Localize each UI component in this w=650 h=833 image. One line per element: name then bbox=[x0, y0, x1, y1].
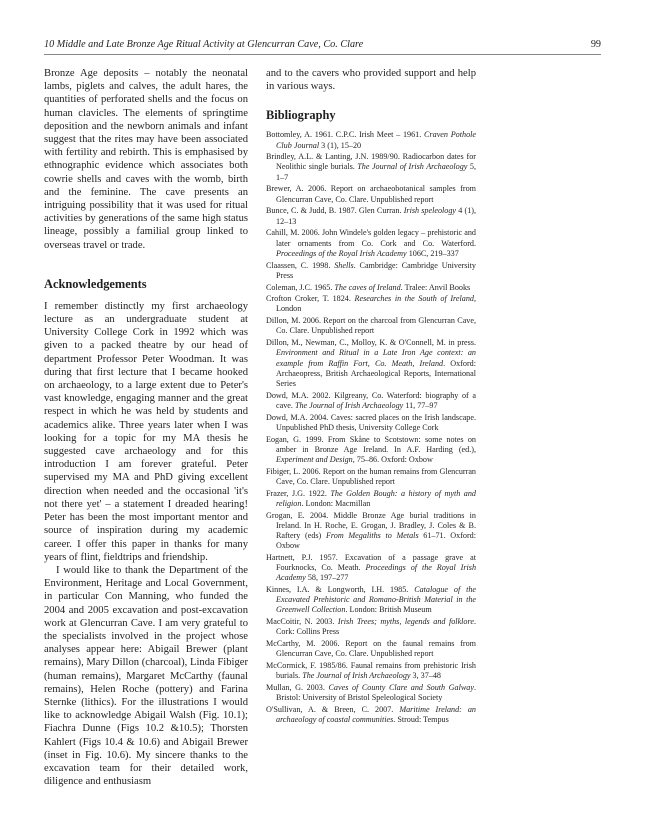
entry-title: Craven Pothole Club Journal bbox=[276, 130, 476, 150]
bibliography-entry bbox=[266, 617, 476, 637]
entry-text: Dillon, M. 2006. Report on the charcoal from Glencurran Cave, Co. Clare. Unpublished report bbox=[266, 316, 476, 336]
entry-text: . London: Macmillan bbox=[301, 498, 371, 508]
entry-text: 5, 1–7 bbox=[276, 162, 477, 182]
body-paragraph: and to the cavers who provided support and help in various ways. bbox=[266, 68, 476, 93]
bibliography-entry bbox=[266, 206, 476, 226]
bibliography-entry bbox=[266, 391, 476, 411]
bibliography-entry bbox=[266, 511, 476, 551]
entry-text: , London bbox=[276, 294, 476, 314]
entry-text: O'Sullivan, A. & Breen, C. 2007. bbox=[266, 704, 400, 714]
bibliography-entry bbox=[266, 152, 476, 182]
body-paragraph: I remember distinctly my first archaeology lecture as an undergraduate student at University College Cork in 1992 which was given to a packed theatre by our head of department Professor Peter Woodman. It was during that first lecture that I became hooked on archaeology, to a large extent due to Peter's vast knowledge, engaging manner and the great respect in which he was held by students and academics alike. Three years later when I was looking for a topic for my MA thesis he suggested cave archaeology and for this introduction I am forever grateful. Peter supervised my MA and PhD giving excellent direction when needed and the occasional 'it's not there yet' – a statement I dreaded hearing! Peter has been the most important mentor and source of inspiration during my academic career. I offer this paper in thanks for many years of flint, fieldtrips and friendship. bbox=[44, 300, 248, 563]
entry-text: Dillon, M., Newman, C., Molloy, K. & O'Connell, M. in press. bbox=[266, 338, 476, 348]
bibliography-entry bbox=[266, 283, 476, 293]
entry-text: McCormick, F. 1985/86. Faunal remains from prehistoric Irish burials. bbox=[266, 660, 476, 681]
body-paragraph: I would like to thank the Department of the Environment, Heritage and Local Government, in particular Con Manning, who funded the 2004 and 2005 excavation and post-excavation work at Glencurran Cave. I am very grateful to the specialists involved in the project whose analyses appear here: Abigail Brewer (plant remains), Mary Dillon (charcoal), Linda Fibiger (human remains), Margaret McCarthy (faunal remains), Helen Roche (pottery) and Farina Sternke (lithics). For the illustrations I would like to acknowledge Abigail Walsh (Fig. 10.1); Fiachra Dunne (Figs 10.2 &10.5); Thorsten Kahlert (Figs 10.4 & 10.6) and Abigail Brewer (inset in Fig. 10.6). My sincere thanks to the excavation team for their detailed work, diligence and enthusiasm bbox=[44, 564, 248, 788]
entry-title: The Golden Bough: a history of myth and religion bbox=[276, 488, 476, 508]
entry-text: Dowd, M.A. 2004. Caves: sacred places on the Irish landscape. Unpublished PhD thesis, University College Cork bbox=[266, 412, 476, 432]
entry-text: Brewer, A. 2006. Report on archaeobotanical samples from Glencurran Cave, Co. Clare. Unpublished report bbox=[266, 184, 476, 204]
entry-text: 3 (1), 15–20 bbox=[319, 140, 362, 150]
entry-title: Irish Trees; myths, legends and folklore bbox=[337, 616, 474, 626]
bibliography-entry bbox=[266, 489, 476, 509]
bibliography-entry bbox=[266, 261, 476, 281]
entry-title: Experiment and Design bbox=[276, 454, 353, 464]
entry-title: From Megaliths to Metals bbox=[325, 530, 419, 540]
bibliography-entry bbox=[266, 228, 476, 258]
entry-text: 58, 197–277 bbox=[305, 573, 349, 582]
entry-title: Caves of County Clare and South Galway bbox=[328, 682, 474, 692]
entry-title: Maritime Ireland: an archaeology of coastal communities bbox=[276, 704, 476, 724]
bibliography-entry bbox=[266, 683, 476, 703]
entry-text: Fibiger, L. 2006. Report on the human remains from Glencurran Cave, Co. Clare. Unpublished report bbox=[266, 466, 476, 486]
entry-text: 61–71. Oxford: Oxbow bbox=[276, 530, 476, 550]
entry-text: Cahill, M. 2006. John Windele's golden legacy – prehistoric and later ornaments from Co. Cork and Co. Waterford. bbox=[266, 228, 476, 248]
entry-title: The Journal of Irish Archaeology bbox=[294, 400, 404, 410]
bibliography-entry bbox=[266, 553, 476, 583]
entry-text: 3, 37–48 bbox=[410, 671, 441, 681]
bibliography-entry bbox=[266, 585, 476, 615]
bibliography-heading: Bibliography bbox=[266, 108, 336, 123]
bibliography-entry bbox=[266, 413, 476, 433]
bibliography-entry bbox=[266, 184, 476, 204]
entry-title: Environment and Ritual in a Late Iron Age context: an example from Raffin Fort, Co. Meath, Ireland bbox=[276, 348, 476, 368]
entry-text: 11, 77–97 bbox=[403, 400, 438, 410]
entry-title: Proceedings of the Royal Irish Academy bbox=[276, 248, 407, 258]
bibliography-entry bbox=[266, 661, 476, 681]
entry-text: Grogan, E. 2004. Middle Bronze Age burial traditions in Ireland. In H. Roche, E. Grogan, J. Bradley, J. Coles & B. Raftery (eds) bbox=[266, 510, 476, 540]
bibliography-entry bbox=[266, 639, 476, 659]
entry-text: , 75–86. Oxford: Oxbow bbox=[352, 454, 433, 464]
left-column bbox=[44, 67, 248, 788]
entry-title: Proceedings of the Royal Irish Academy bbox=[276, 562, 477, 582]
entry-text: Bottomley, A. 1961. C.P.C. Irish Meet – 1961. bbox=[266, 130, 425, 140]
right-column bbox=[266, 67, 476, 727]
entry-text: . Oxford: Archaeopress, British Archaeological Reports, International Series bbox=[276, 358, 476, 388]
entry-text: Kinnes, I.A. & Longworth, I.H. 1985. bbox=[266, 584, 415, 594]
entry-text: Claassen, C. 1998. bbox=[266, 260, 335, 270]
entry-title: Shells bbox=[334, 260, 354, 270]
entry-title: The Journal of Irish Archaeology bbox=[357, 162, 468, 172]
entry-title: Researches in the South of Ireland bbox=[354, 294, 474, 304]
entry-text: McCarthy, M. 2006. Report on the faunal remains from Glencurran Cave, Co. Clare. Unpublished report bbox=[266, 638, 476, 659]
entry-text: Bunce, C. & Judd, B. 1987. Glen Curran. bbox=[266, 206, 404, 216]
bibliography-entry bbox=[266, 435, 476, 465]
entry-title: Irish speleology bbox=[403, 206, 457, 216]
entry-title: The Journal of Irish Archaeology bbox=[302, 671, 411, 681]
entry-text: . London: British Museum bbox=[345, 605, 432, 615]
entry-text: . Bristol: University of Bristol Speleological Society bbox=[276, 682, 476, 703]
body-paragraph: Bronze Age deposits – notably the neonatal lambs, piglets and calves, the adult hares, the quantities of perforated shells and the focus on human clavicles. The elements of springtime deposition and the newborn animals and infant suggest that the rites may have been associated with fertility and rebirth. This is emphasised by ethnographic evidence which associates both cowrie shells and caves with the womb, birth and the feminine. The cave presents an intriguing possibility that it was used for ritual activities by generations of the same high status lineage, possibly a familial group linked to overseas travel or trade. bbox=[44, 68, 248, 251]
entry-text: Mullan, G. 2003. bbox=[266, 682, 329, 692]
entry-text: Crofton Croker, T. 1824. bbox=[266, 294, 355, 304]
running-header bbox=[44, 38, 601, 55]
bibliography-list bbox=[266, 130, 476, 725]
entry-text: Hartnett, P.J. 1957. Excavation of a passage grave at Fourknocks, Co. Meath. bbox=[266, 552, 476, 572]
entry-title: Catalogue of the Excavated Prehistoric and Romano-British Material in the Greenwell Collection bbox=[276, 584, 476, 615]
page-number: 99 bbox=[590, 39, 601, 50]
bibliography-entry bbox=[266, 467, 476, 487]
entry-title: The caves of Ireland bbox=[334, 282, 401, 292]
bibliography-entry bbox=[266, 316, 476, 336]
entry-text: Eogan, G. 1999. From Skåne to Scotstown: some notes on amber in Bronze Age Ireland. In A.F. Harding (ed.), bbox=[266, 434, 476, 454]
entry-text: 4 (1), 12–13 bbox=[276, 206, 476, 226]
entry-text: . Stroud: Tempus bbox=[393, 715, 449, 724]
entry-text: . Cork: Collins Press bbox=[276, 616, 476, 637]
entry-text: Coleman, J.C. 1965. bbox=[266, 282, 335, 292]
entry-text: 106C, 219–337 bbox=[406, 248, 459, 258]
bibliography-entry bbox=[266, 338, 476, 388]
chapter-title: 10 Middle and Late Bronze Age Ritual Activity at Glencurran Cave, Co. Clare bbox=[44, 39, 364, 50]
entry-text: MacCoitir, N. 2003. bbox=[266, 616, 338, 626]
entry-text: Frazer, J.G. 1922. bbox=[266, 488, 331, 498]
bibliography-entry bbox=[266, 130, 476, 150]
entry-text: . Cambridge: Cambridge University Press bbox=[276, 260, 476, 280]
bibliography-entry bbox=[266, 294, 476, 314]
acknowledgements-heading: Acknowledgements bbox=[44, 276, 147, 291]
entry-text: Brindley, A.L. & Lanting, J.N. 1989/90. Radiocarbon dates for Neolithic single burials. bbox=[266, 152, 476, 172]
entry-text: . Tralee: Anvil Books bbox=[400, 282, 471, 292]
bibliography-entry bbox=[266, 705, 476, 725]
entry-text: Dowd, M.A. 2002. Kilgreany, Co. Waterford: biography of a cave. bbox=[266, 390, 476, 410]
